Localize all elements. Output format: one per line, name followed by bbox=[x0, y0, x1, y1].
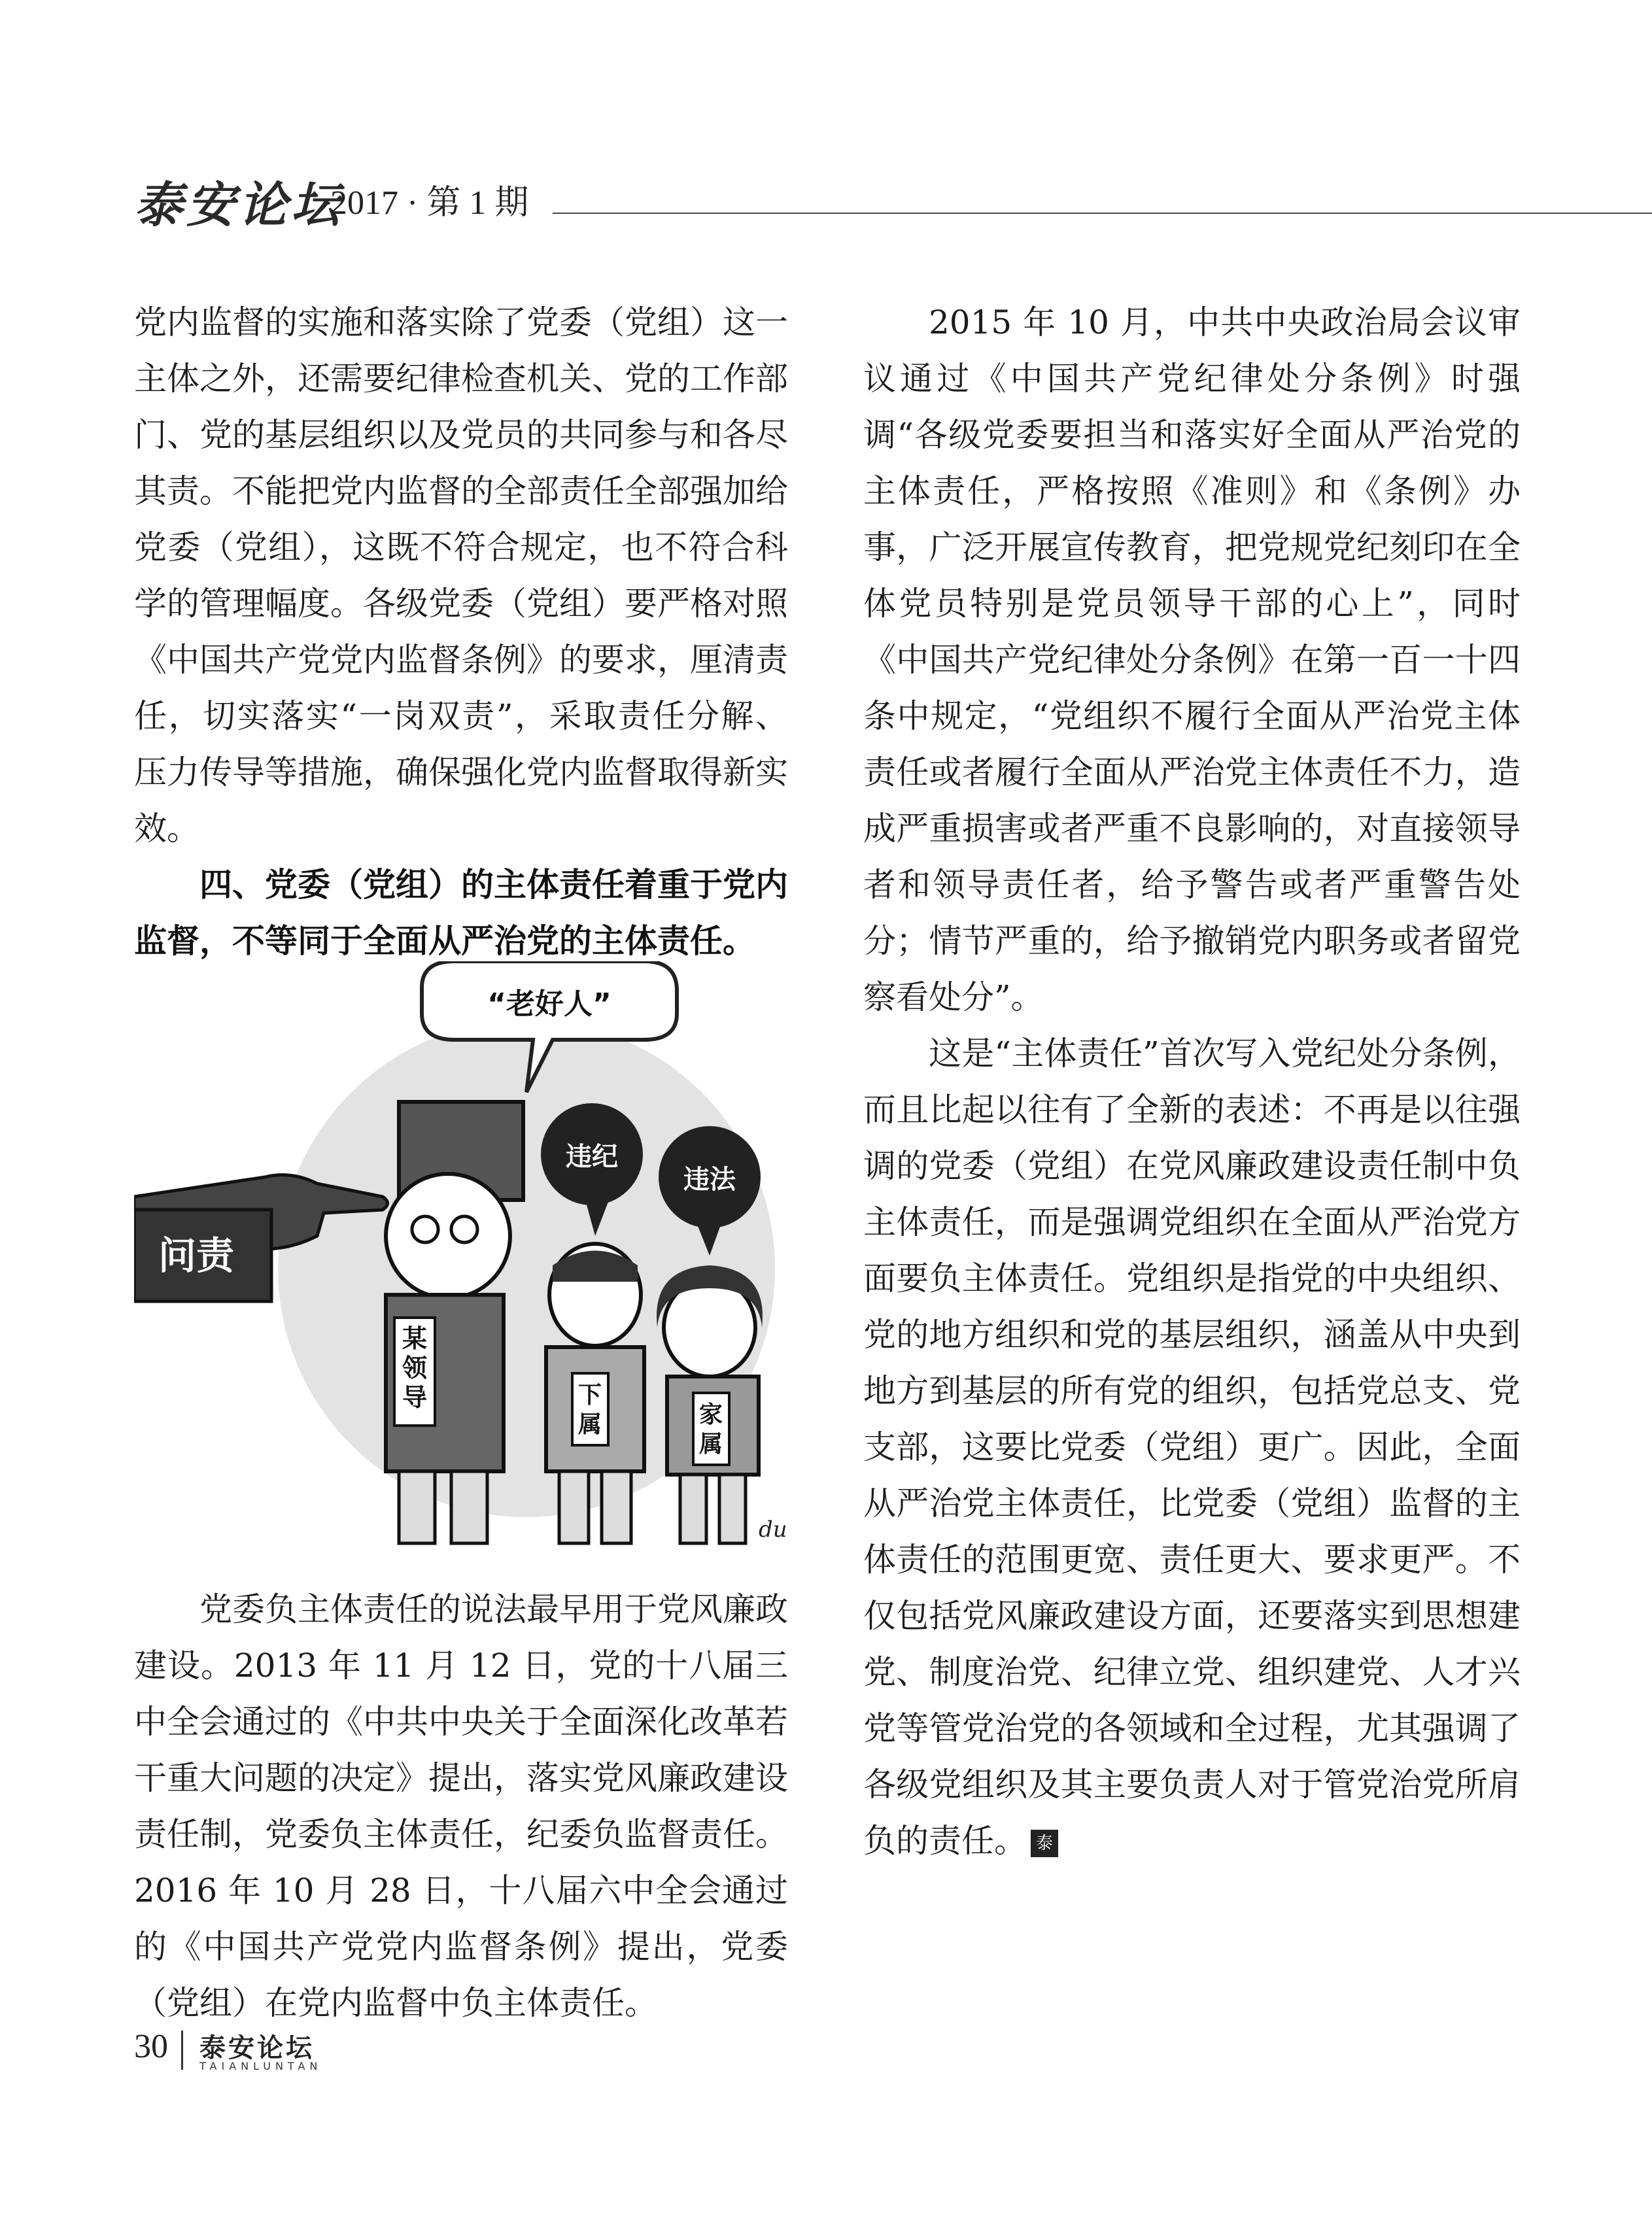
speech-law-text: 违法 bbox=[683, 1165, 736, 1195]
issue-number: 2017 · 第 1 期 bbox=[330, 184, 529, 222]
artist-signature: du bbox=[759, 1516, 787, 1543]
speech-main-text: “老好人” bbox=[487, 987, 611, 1021]
left-column-bottom bbox=[134, 1581, 788, 2031]
left-paragraph-2: 党委负主体责任的说法最早用于党风廉政建设。2013 年 11 月 12 日，党的十八届三中全会通过的《中共中央关于全面深化改革若干重大问题的决定》提出，落实党风廉政建设责任制，党委负主体责任，纪委负监督责任。2016 年 10 月 28 日，十八届六中全会通过的《中国共产党党内监督条例》提出，党委（党组）在党内监督中负主体责任。 bbox=[134, 1590, 788, 2022]
right-paragraph-2-text: 这是“主体责任”首次写入党纪处分条例，而且比起以往有了全新的表述：不再是以往强调的党委（党组）在党风廉政建设责任制中负主体责任，而是强调党组织在全面从严治党方面要负主体责任。党组织是指党的中央组织、党的地方组织和党的基层组织，涵盖从中央到地方到基层的所有党的组织，包括党总支、党支部，这要比党委（党组）更广。因此，全面从严治党主体责任，比党委（党组）监督的主体责任的范围更宽、责任更大、要求更严。不仅包括党风廉政建设方面，还要落实到思想建党、制度治党、纪律立党、组织建党、人才兴党等管党治党的各领域和全过程，尤其强调了各级党组织及其主要负责人对于管党治党所肩负的责任。 bbox=[863, 1035, 1521, 1860]
right-column bbox=[863, 294, 1521, 1869]
page-footer bbox=[134, 2027, 526, 2080]
sleeve-label: 问责 bbox=[158, 1233, 235, 1278]
cartoon-illustration bbox=[134, 961, 788, 1550]
family-label: 家属 bbox=[699, 1401, 723, 1458]
right-paragraph-2 bbox=[863, 1025, 1521, 1869]
footer-magazine-pinyin: TAIANLUNTAN bbox=[199, 2060, 322, 2072]
footer-magazine-name: 泰安论坛 bbox=[199, 2033, 315, 2063]
page-header bbox=[134, 167, 1524, 233]
footer-divider bbox=[181, 2030, 183, 2070]
header-rule bbox=[553, 213, 1652, 214]
speech-discipline-text: 违纪 bbox=[566, 1142, 618, 1172]
section-heading-4: 四、党委（党组）的主体责任着重于党内监督，不等同于全面从严治党的主体责任。 bbox=[134, 866, 788, 960]
right-paragraph-1: 2015 年 10 月，中共中央政治局会议审议通过《中国共产党纪律处分条例》时强调“各级党委要担当和落实好全面从严治党的主体责任，严格按照《准则》和《条例》办事，广泛开展宣传教育，把党规党纪刻印在全体党员特别是党员领导干部的心上”，同时《中国共产党纪律处分条例》在第一百一十四条中规定，“党组织不履行全面从严治党主体责任或者履行全面从严治党主体责任不力，造成严重损害或者严重不良影响的，对直接领导者和领导责任者，给予警告或者严重警告处分；情节严重的，给予撤销党内职务或者留党察看处分”。 bbox=[863, 303, 1521, 1016]
left-column-top bbox=[134, 294, 788, 969]
leader-label: 某领导 bbox=[402, 1324, 428, 1412]
left-paragraph-1: 党内监督的实施和落实除了党委（党组）这一主体之外，还需要纪律检查机关、党的工作部门、党的基层组织以及党员的共同参与和各尽其责。不能把党内监督的全部责任全部强加给党委（党组），这既不符合规定，也不符合科学的管理幅度。各级党委（党组）要严格对照《中国共产党党内监督条例》的要求，厘清责任，切实落实“一岗双责”，采取责任分解、压力传导等措施，确保强化党内监督取得新实效。 bbox=[134, 303, 788, 848]
subordinate-label: 下属 bbox=[578, 1382, 602, 1438]
leader-head bbox=[386, 1174, 510, 1298]
page-number: 30 bbox=[134, 2028, 168, 2065]
magazine-title: 泰安论坛 bbox=[134, 177, 343, 233]
end-mark-icon: 泰 bbox=[1031, 1830, 1058, 1857]
